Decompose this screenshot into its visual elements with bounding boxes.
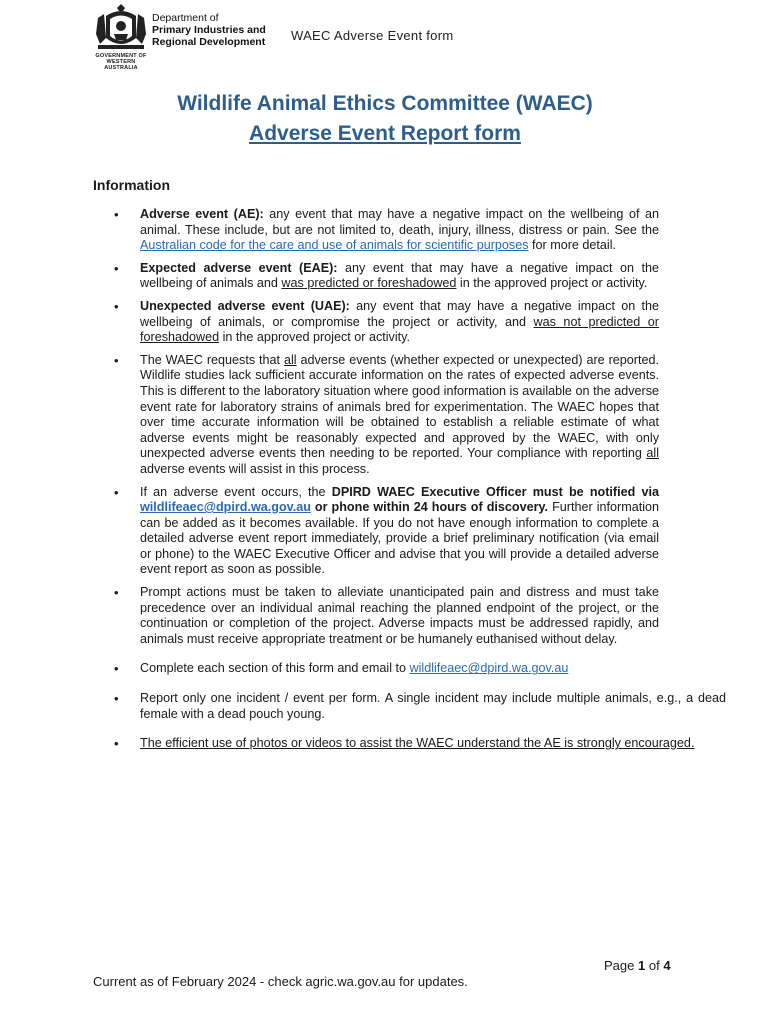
page-header <box>92 4 692 71</box>
list-item-expected-adverse-event: • Expected adverse event (EAE): any event that may have a negative impact on the wellbeing of animals and was predicted or foreshadowed in the approved project or activity. <box>93 261 659 292</box>
section-heading-information: Information <box>93 177 170 193</box>
list-item-waec-requests: • The WAEC requests that all adverse events (whether expected or unexpected) are reported. Wildlife studies lack sufficient accurate information on the rates of expected adverse events. This is different to the laboratory situation where good information is available on the adverse event rate for laboratory strains of animals bred for experimentation. The WAEC hopes that over time accurate information will be obtained to establish a reliable estimate of what adverse events might be reasonably expected and approved by the WAEC, with only unexpected adverse events then needing to be reported. Your compliance with reporting all adverse events will assist in this process. <box>93 353 659 478</box>
list-item-complete-form: • Complete each section of this form and email to wildlifeaec@dpird.wa.gov.au <box>93 661 726 677</box>
notify-email-link[interactable]: wildlifeaec@dpird.wa.gov.au <box>140 500 311 515</box>
page-title: Wildlife Animal Ethics Committee (WAEC) <box>177 92 593 115</box>
department-name: Department of Primary Industries and Regional Development <box>152 12 266 48</box>
wa-government-crest-icon <box>92 4 150 58</box>
government-of-wa-label: GOVERNMENT OF WESTERN AUSTRALIA <box>95 53 147 71</box>
page-subtitle: Adverse Event Report form <box>249 122 521 145</box>
list-item-adverse-event: • Adverse event (AE): any event that may have a negative impact on the wellbeing of an animal. These include, but are not limited to, death, injury, illness, distress or pain. See the Australian code for the care and use of animals for scientific purposes for more detail. <box>93 207 659 254</box>
complete-email-link[interactable]: wildlifeaec@dpird.wa.gov.au <box>409 661 569 676</box>
list-item-unexpected-adverse-event: • Unexpected adverse event (UAE): any event that may have a negative impact on the wellbeing of animals, or compromise the project or activity, and was not predicted or foreshadowed in the approved project or activity. <box>93 299 659 346</box>
information-list <box>93 207 726 759</box>
page-number: Page 1 of 4 <box>604 958 671 973</box>
list-item-photos: • The efficient use of photos or videos to assist the WAEC understand the AE is strongly encouraged. <box>93 736 726 752</box>
australian-code-link[interactable]: Australian code for the care and use of animals for scientific purposes <box>140 238 529 253</box>
list-item-prompt-actions: • Prompt actions must be taken to alleviate unanticipated pain and distress and must take precedence over an individual animal reaching the planned endpoint of the project, or the continuation or completion of the project. Adverse impacts must be addressed rapidly, and animals must receive appropriate treatment or be humanely euthanised without delay. <box>93 585 659 647</box>
header-document-title: WAEC Adverse Event form <box>291 28 454 43</box>
list-item-notification: • If an adverse event occurs, the DPIRD WAEC Executive Officer must be notified via wildlifeaec@dpird.wa.gov.au or phone within 24 hours of discovery. Further information can be added as it becomes available. If you do not have enough information to complete a detailed adverse event report immediately, provide a brief preliminary notification (via email or phone) to the WAEC Executive Officer and advise that you will provide a detailed adverse event report as soon as possible. <box>93 485 659 579</box>
footer-note: Current as of February 2024 - check agric.wa.gov.au for updates. <box>93 974 468 989</box>
list-item-one-incident: • Report only one incident / event per form. A single incident may include multiple animals, e.g., a dead female with a dead pouch young. <box>93 691 726 722</box>
